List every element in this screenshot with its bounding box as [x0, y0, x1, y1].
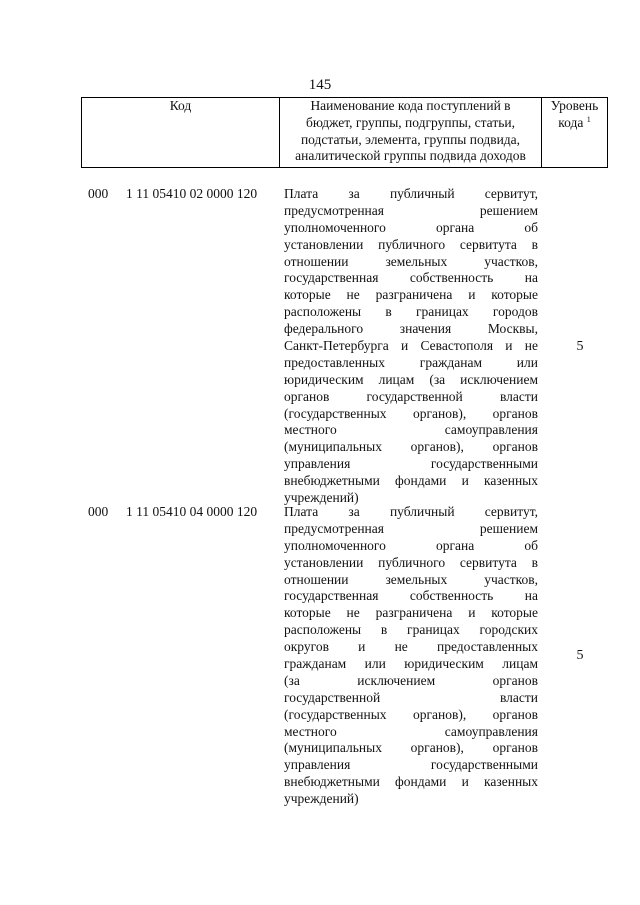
- header-level: [542, 98, 608, 168]
- description-line: расположены в границах городских: [284, 622, 538, 638]
- description-line: местного самоуправления: [284, 422, 538, 438]
- admin-code: 000: [88, 504, 109, 519]
- income-code: 1 11 05410 04 0000 120: [126, 504, 258, 519]
- footnote-marker: 1: [586, 114, 591, 124]
- description-line: гражданам или юридическим лицам: [284, 656, 538, 672]
- description-line: предусмотренная решением: [284, 520, 538, 536]
- description-line: государственная собственность на: [284, 588, 538, 604]
- admin-code: 000: [88, 186, 109, 201]
- income-description: [284, 186, 538, 507]
- level-value: 5: [576, 648, 584, 663]
- description-line: которые не разграничена и которые: [284, 605, 538, 621]
- description-line: внебюджетными фондами и казенных: [284, 774, 538, 790]
- header-name-line: подстатьи, элемента, группы подвида,: [300, 131, 521, 147]
- header-name: [280, 98, 542, 168]
- description-line: управления государственными: [284, 456, 538, 472]
- description-line: органов государственной власти: [284, 388, 538, 404]
- page-number: 145: [308, 77, 332, 93]
- description-line: которые не разграничена и которые: [284, 287, 538, 303]
- description-line: внебюджетными фондами и казенных: [284, 473, 538, 489]
- income-description: [284, 504, 538, 808]
- description-line: установлении публичного сервитута в: [284, 236, 538, 252]
- description-line: (государственных органов), органов: [284, 405, 538, 421]
- description-line: учреждений): [284, 490, 359, 506]
- description-line: установлении публичного сервитута в: [284, 554, 538, 570]
- description-line: отношении земельных участков,: [284, 253, 538, 269]
- description-line: местного самоуправления: [284, 723, 538, 739]
- header-name-line: аналитической группы подвида доходов: [295, 148, 526, 164]
- description-line: (муниципальных органов), органов: [284, 740, 538, 756]
- description-line: предусмотренная решением: [284, 202, 538, 218]
- description-line: (государственных органов), органов: [284, 706, 538, 722]
- income-code: 1 11 05410 02 0000 120: [126, 186, 258, 201]
- description-line: учреждений): [284, 791, 359, 807]
- description-line: федерального значения Москвы,: [284, 321, 538, 337]
- description-line: юридическим лицам (за исключением: [284, 371, 538, 387]
- description-line: уполномоченного органа об: [284, 537, 538, 553]
- header-name-line: Наименование кода поступлений в: [310, 98, 511, 113]
- description-line: управления государственными: [284, 757, 538, 773]
- description-line: (муниципальных органов), органов: [284, 439, 538, 455]
- table-header: [81, 97, 608, 168]
- description-line: округов и не предоставленных: [284, 639, 538, 655]
- description-line: Санкт-Петербурга и Севастополя и не: [284, 338, 538, 354]
- description-line: государственная собственность на: [284, 270, 538, 286]
- description-line: Плата за публичный сервитут,: [284, 186, 538, 201]
- description-line: государственной власти: [284, 689, 538, 705]
- header-code: Код: [82, 98, 280, 168]
- description-line: (за исключением органов: [284, 672, 538, 688]
- level-value: 5: [576, 339, 584, 354]
- description-line: расположены в границах городов: [284, 304, 538, 320]
- description-line: предоставленных гражданам или: [284, 354, 538, 370]
- description-line: отношении земельных участков,: [284, 571, 538, 587]
- header-level-line: кода $^1$: [558, 114, 591, 130]
- header-level-line: Уровень: [550, 98, 599, 113]
- description-line: уполномоченного органа об: [284, 219, 538, 235]
- header-name-line: бюджет, группы, подгруппы, статьи,: [306, 114, 515, 130]
- description-line: Плата за публичный сервитут,: [284, 504, 538, 519]
